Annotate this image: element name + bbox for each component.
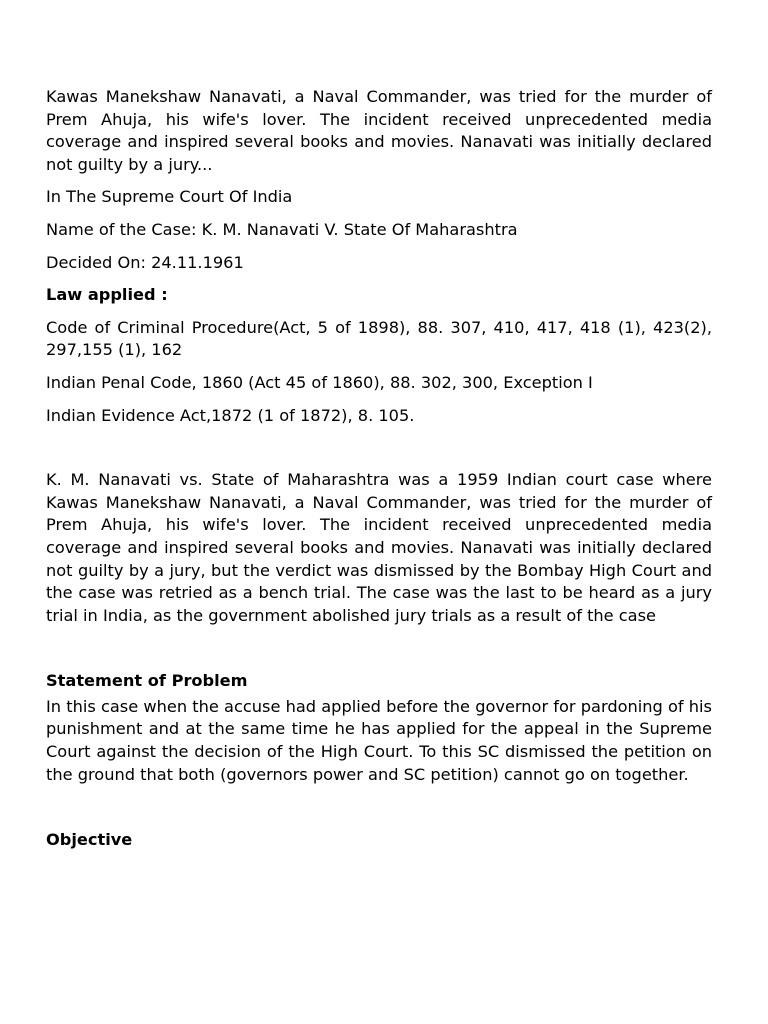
decided-on-line: Decided On: 24.11.1961 [46, 252, 244, 272]
court-line: In The Supreme Court Of India [46, 187, 293, 207]
law-item-criminal-procedure: Code of Criminal Procedure(Act, 5 of 1898), 88. 307, 410, 417, 418 (1), 423(2), 297,155 (1), 162 [46, 317, 712, 360]
objective-heading: Objective [46, 830, 133, 850]
law-applied-heading: Law applied : [46, 285, 168, 305]
law-item-evidence-act: Indian Evidence Act,1872 (1 of 1872), 8. 105. [46, 405, 415, 425]
law-item-penal-code: Indian Penal Code, 1860 (Act 45 of 1860), 88. 302, 300, Exception I [46, 372, 593, 392]
intro-paragraph: Kawas Manekshaw Nanavati, a Naval Commander, was tried for the murder of Prem Ahuja, his wife's lover. The incident received unprecedented media coverage and inspired several books and movies. Nanavati was initially declared not guilty by a jury... [46, 87, 712, 174]
statement-of-problem-body: In this case when the accuse had applied before the governor for pardoning of his punishment and at the same time he has applied for the appeal in the Supreme Court against the decision of the High Court. To this SC dismissed the petition on the ground that both (governors power and SC petition) cannot go on together. [46, 696, 712, 784]
document-page [46, 86, 712, 852]
statement-of-problem-heading: Statement of Problem [46, 671, 248, 691]
case-summary-paragraph: K. M. Nanavati vs. State of Maharashtra was a 1959 Indian court case where Kawas Manekshaw Nanavati, a Naval Commander, was tried for the murder of Prem Ahuja, his wife's lover. The incident received unprecedented media coverage and inspired several books and movies. Nanavati was initially declared not guilty by a jury, but the verdict was dismissed by the Bombay High Court and the case was retried as a bench trial. The case was the last to be heard as a jury trial in India, as the government abolished jury trials as a result of the case [46, 470, 712, 625]
case-name-line: Name of the Case: K. M. Nanavati V. State Of Maharashtra [46, 219, 518, 239]
